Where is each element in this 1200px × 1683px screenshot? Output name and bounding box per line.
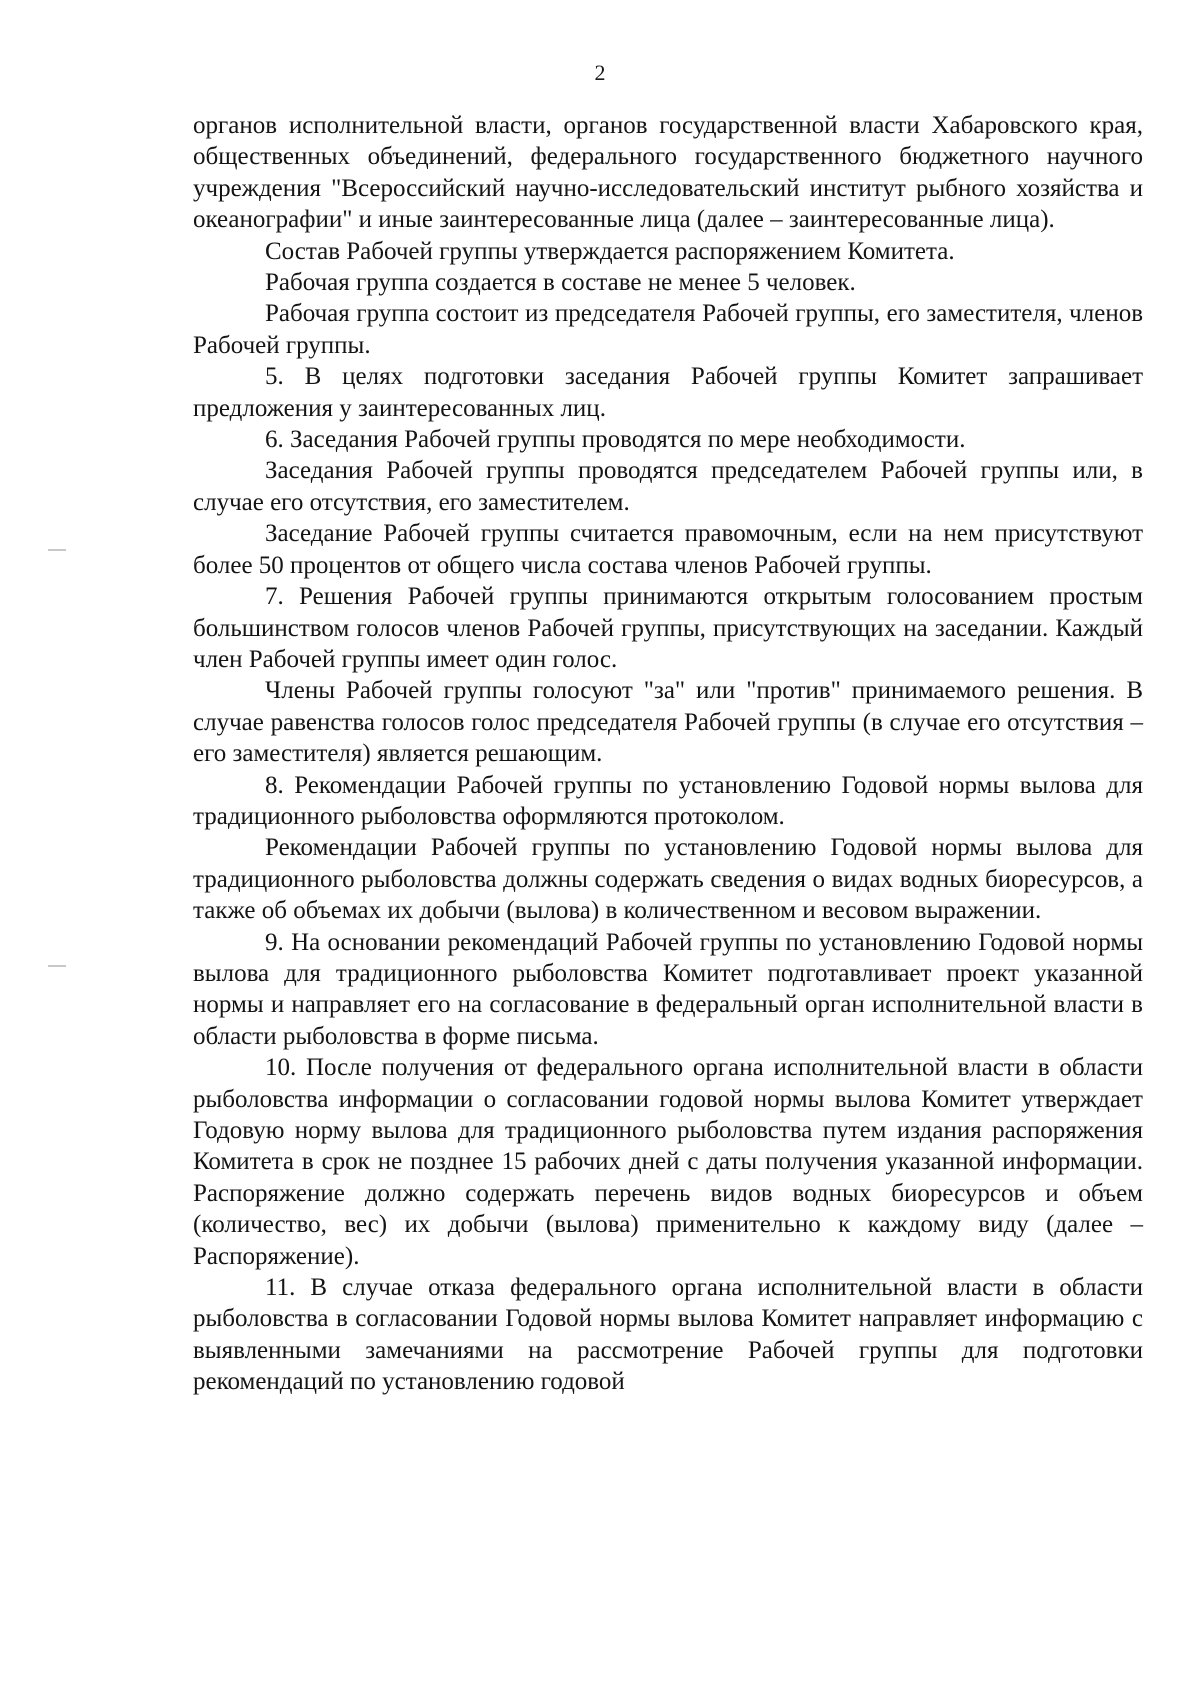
document-body bbox=[193, 110, 1143, 1398]
paragraph-item-6: 6. Заседания Рабочей группы проводятся по мере необходимости. bbox=[265, 426, 966, 454]
paragraph-continued: органов исполнительной власти, органов государственной власти Хабаровского края, общественных объединений, федерального государственного бюджетного научного учреждения "Всероссийский научно-исследовательский институт рыбного хозяйства и океанографии" и иные заинтересованные лица (далее – заинтересованные лица). bbox=[193, 112, 1143, 234]
paragraph-item-8: 8. Рекомендации Рабочей группы по установлению Годовой нормы вылова для традиционного рыболовства оформляются протоколом. bbox=[193, 771, 1143, 830]
paragraph-item-7: 7. Решения Рабочей группы принимаются открытым голосованием простым большинством голосов членов Рабочей группы, присутствующих на заседании. Каждый член Рабочей группы имеет один голос. bbox=[193, 583, 1143, 673]
paragraph-meetings-chair: Заседания Рабочей группы проводятся председателем Рабочей группы или, в случае его отсутствия, его заместителем. bbox=[193, 457, 1143, 516]
paragraph-composition: Состав Рабочей группы утверждается распоряжением Комитета. bbox=[265, 237, 955, 265]
paragraph-recommendations-content: Рекомендации Рабочей группы по установлению Годовой нормы вылова для традиционного рыболовства должны содержать сведения о видах водных биоресурсов, а также об объемах их добычи (вылова) в количественном и весовом выражении. bbox=[193, 834, 1143, 925]
paragraph-item-5: 5. В целях подготовки заседания Рабочей группы Комитет запрашивает предложения у заинтересованных лиц. bbox=[193, 363, 1143, 422]
page-number: 2 bbox=[594, 60, 606, 85]
paragraph-size: Рабочая группа создается в составе не менее 5 человек. bbox=[265, 269, 856, 297]
paragraph-item-11: 11. В случае отказа федерального органа исполнительной власти в области рыболовства в согласовании Годовой нормы вылова Комитет направляет информацию с выявленными замечаниями на рассмотрение Рабочей группы для подготовки рекомендаций по установлению годовой bbox=[193, 1274, 1143, 1396]
paragraph-quorum: Заседание Рабочей группы считается правомочным, если на нем присутствуют более 50 процентов от общего числа состава членов Рабочей группы. bbox=[193, 520, 1143, 579]
paragraph-item-9: 9. На основании рекомендаций Рабочей группы по установлению Годовой нормы вылова для традиционного рыболовства Комитет подготавливает проект указанной нормы и направляет его на согласование в федеральный орган исполнительной власти в области рыболовства в форме письма. bbox=[193, 928, 1143, 1050]
scan-speck bbox=[48, 965, 66, 967]
paragraph-item-10: 10. После получения от федерального органа исполнительной власти в области рыболовства информации о согласовании годовой нормы вылова Комитет утверждает Годовую норму вылова для традиционного рыболовства путем издания распоряжения Комитета в срок не позднее 15 рабочих дней с даты получения указанной информации. Распоряжение должно содержать перечень видов водных биоресурсов и объем (количество, вес) их добычи (вылова) применительно к каждому виду (далее – Распоряжение). bbox=[193, 1054, 1143, 1270]
paragraph-members: Рабочая группа состоит из председателя Рабочей группы, его заместителя, членов Рабочей группы. bbox=[193, 300, 1143, 359]
paragraph-voting: Члены Рабочей группы голосуют "за" или "против" принимаемого решения. В случае равенства голосов голос председателя Рабочей группы (в случае его отсутствия – его заместителя) является решающим. bbox=[193, 677, 1143, 768]
scan-speck bbox=[48, 549, 66, 551]
